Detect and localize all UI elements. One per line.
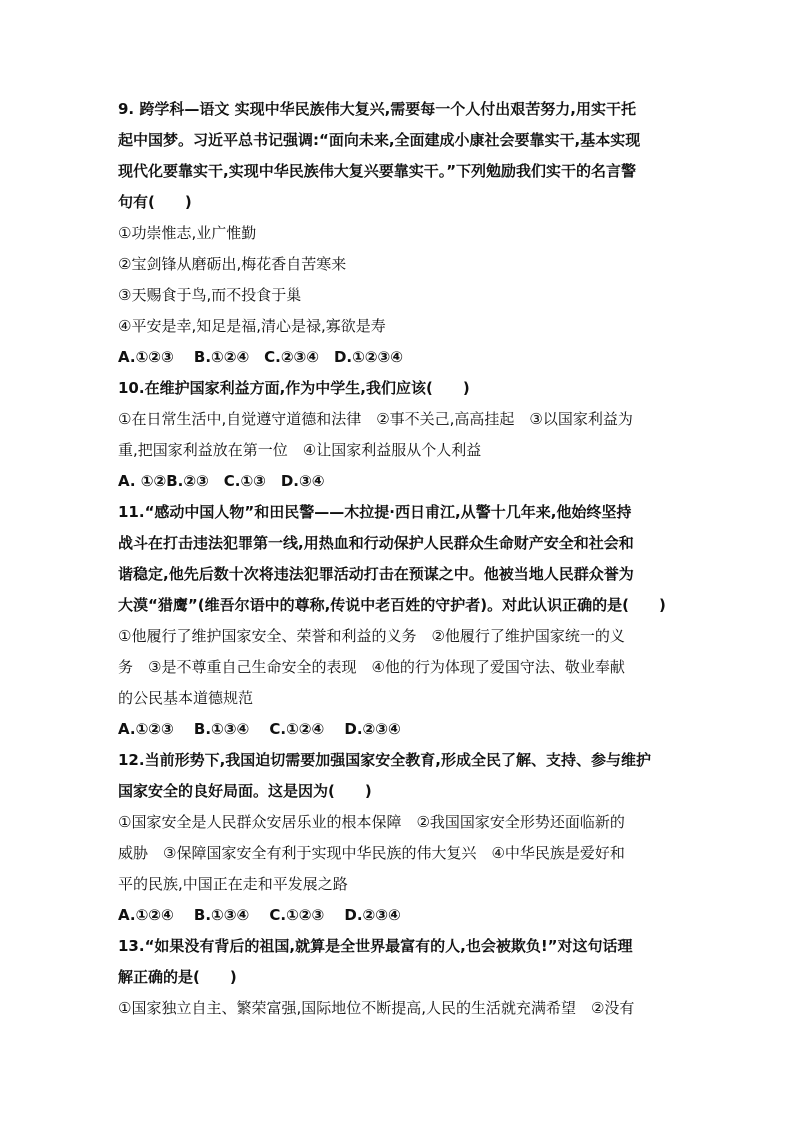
statement-line: ②宝剑锋从磨砺出,梅花香自苦寒来 <box>118 255 347 273</box>
question-stem-line: 战斗在打击违法犯罪第一线,用热血和行动保护人民群众生命财产安全和社会和 <box>118 534 634 552</box>
question-stem-line: 12.当前形势下,我国迫切需要加强国家安全教育,形成全民了解、支持、参与维护 <box>118 751 651 769</box>
statement-line: 务 ③是不尊重自己生命安全的表现 ④他的行为体现了爱国守法、敬业奉献 <box>118 658 625 676</box>
statement-line: 平的民族,中国正在走和平发展之路 <box>118 875 348 893</box>
question-12 <box>118 745 680 931</box>
statement-line: 威胁 ③保障国家安全有利于实现中华民族的伟大复兴 ④中华民族是爱好和 <box>118 844 625 862</box>
document-page <box>118 94 680 1024</box>
statement-line: ①他履行了维护国家安全、荣誉和利益的义务 ②他履行了维护国家统一的义 <box>118 627 625 645</box>
statement-line: ④平安是幸,知足是福,清心是禄,寡欲是寿 <box>118 317 386 335</box>
question-stem-line: 大漠“猎鹰”(维吾尔语中的尊称,传说中老百姓的守护者)。对此认识正确的是( ) <box>118 596 666 614</box>
answer-options: A.①②③ B.①③④ C.①②④ D.②③④ <box>118 720 401 738</box>
statement-line: ③天赐食于鸟,而不投食于巢 <box>118 286 302 304</box>
question-stem-line: 起中国梦。习近平总书记强调:“面向未来,全面建成小康社会要靠实干,基本实现 <box>118 131 641 149</box>
question-9 <box>118 94 680 373</box>
statement-line: 重,把国家利益放在第一位 ④让国家利益服从个人利益 <box>118 441 482 459</box>
question-10 <box>118 373 680 497</box>
question-stem-line: 谐稳定,他先后数十次将违法犯罪活动打击在预谋之中。他被当地人民群众誉为 <box>118 565 634 583</box>
question-stem-line: 13.“如果没有背后的祖国,就算是全世界最富有的人,也会被欺负!”对这句话理 <box>118 937 633 955</box>
question-stem-line: 解正确的是( ) <box>118 968 237 986</box>
answer-options: A.①②④ B.①③④ C.①②③ D.②③④ <box>118 906 401 924</box>
answer-options: A. ①②B.②③ C.①③ D.③④ <box>118 472 325 490</box>
question-stem-line: 10.在维护国家利益方面,作为中学生,我们应该( ) <box>118 379 470 397</box>
question-stem-line: 句有( ) <box>118 193 192 211</box>
statement-line: ①功崇惟志,业广惟勤 <box>118 224 257 242</box>
question-stem-line: 9. 跨学科—语文 实现中华民族伟大复兴,需要每一个人付出艰苦努力,用实干托 <box>118 100 636 118</box>
question-stem-line: 11.“感动中国人物”和田民警——木拉提·西日甫江,从警十几年来,他始终坚持 <box>118 503 632 521</box>
question-11 <box>118 497 680 745</box>
answer-options: A.①②③ B.①②④ C.②③④ D.①②③④ <box>118 348 403 366</box>
statement-line: 的公民基本道德规范 <box>118 689 254 707</box>
question-13 <box>118 931 680 1024</box>
statement-line: ①国家安全是人民群众安居乐业的根本保障 ②我国国家安全形势还面临新的 <box>118 813 625 831</box>
statement-line: ①国家独立自主、繁荣富强,国际地位不断提高,人民的生活就充满希望 ②没有 <box>118 999 635 1017</box>
question-stem-line: 现代化要靠实干,实现中华民族伟大复兴要靠实干。”下列勉励我们实干的名言警 <box>118 162 637 180</box>
statement-line: ①在日常生活中,自觉遵守道德和法律 ②事不关己,高高挂起 ③以国家利益为 <box>118 410 633 428</box>
question-stem-line: 国家安全的良好局面。这是因为( ) <box>118 782 372 800</box>
